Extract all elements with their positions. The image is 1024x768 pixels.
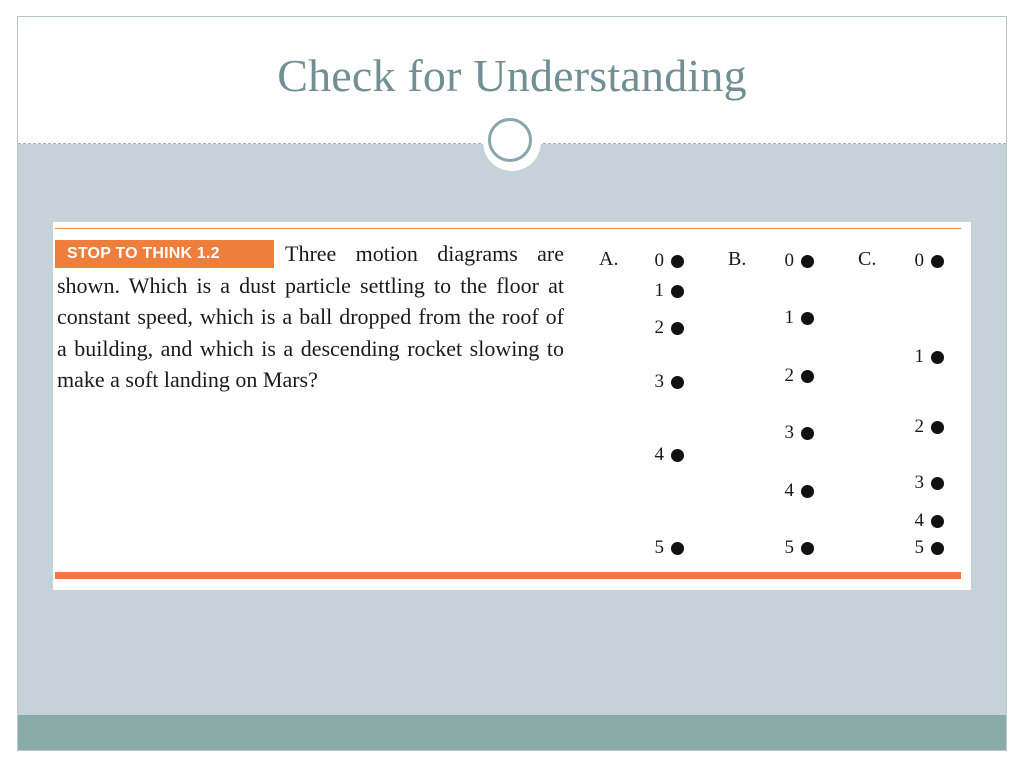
motion-point-5: [774, 537, 814, 560]
slide-title: Check for Understanding: [277, 50, 747, 101]
dot-icon: [801, 485, 814, 498]
motion-point-0: [774, 250, 814, 273]
motion-point-5: [904, 537, 944, 560]
dot-icon: [931, 421, 944, 434]
motion-point-2: [644, 317, 684, 340]
diagram-label-b: B.: [728, 248, 747, 270]
point-number: 5: [784, 537, 794, 558]
motion-point-3: [904, 472, 944, 495]
point-number: 4: [784, 479, 794, 501]
motion-point-4: [644, 443, 684, 467]
dot-icon: [801, 255, 814, 268]
stop-to-think-badge: STOP TO THINK 1.2: [55, 240, 274, 268]
question-text: Three motion diagrams are shown. Which is a dust particle settling to the floor at constant speed, which is a ball dropped from the roof of a building, and which is a descending rocket slowing to make a soft landing on Mars?: [57, 241, 564, 392]
dot-icon: [671, 285, 684, 298]
dot-icon: [931, 255, 944, 268]
dot-icon: [671, 449, 684, 462]
point-number: 2: [654, 317, 664, 339]
diagram-label-a: A.: [599, 248, 619, 270]
dot-icon: [931, 351, 944, 364]
point-number: 4: [654, 443, 664, 465]
point-number: 1: [654, 280, 664, 302]
footer-band: [18, 715, 1006, 750]
motion-point-2: [774, 364, 814, 388]
dot-icon: [671, 255, 684, 268]
point-number: 2: [914, 416, 924, 438]
dot-icon: [801, 427, 814, 440]
point-number: 4: [914, 509, 924, 531]
dot-icon: [931, 477, 944, 490]
badge-spacer: [57, 251, 285, 261]
content-card: [53, 222, 971, 590]
point-number: 0: [784, 250, 794, 271]
motion-point-3: [774, 422, 814, 445]
ring-icon: [488, 118, 532, 162]
point-number: 3: [784, 422, 794, 444]
motion-point-1: [774, 307, 814, 330]
dot-icon: [801, 370, 814, 383]
slide: [17, 16, 1007, 751]
dot-icon: [801, 542, 814, 555]
motion-point-1: [904, 346, 944, 369]
motion-point-3: [644, 370, 684, 394]
motion-point-4: [904, 509, 944, 533]
point-number: 5: [914, 537, 924, 558]
motion-point-1: [644, 280, 684, 303]
point-number: 1: [784, 307, 794, 329]
point-number: 0: [914, 250, 924, 271]
dot-icon: [931, 542, 944, 555]
point-number: 3: [654, 370, 664, 392]
motion-point-4: [774, 479, 814, 503]
dot-icon: [801, 312, 814, 325]
point-number: 0: [654, 250, 664, 271]
dot-icon: [671, 542, 684, 555]
diagram-label-c: C.: [858, 248, 877, 270]
motion-point-5: [644, 537, 684, 560]
question-paragraph: [57, 238, 564, 396]
motion-point-0: [644, 250, 684, 273]
point-number: 1: [914, 346, 924, 368]
dot-icon: [931, 515, 944, 528]
dot-icon: [671, 322, 684, 335]
motion-point-2: [904, 416, 944, 439]
point-number: 3: [914, 472, 924, 494]
motion-point-0: [904, 250, 944, 273]
dot-icon: [671, 376, 684, 389]
card-bottom-rule: [55, 572, 961, 579]
point-number: 5: [654, 537, 664, 558]
point-number: 2: [784, 364, 794, 386]
card-top-rule: [55, 228, 961, 229]
